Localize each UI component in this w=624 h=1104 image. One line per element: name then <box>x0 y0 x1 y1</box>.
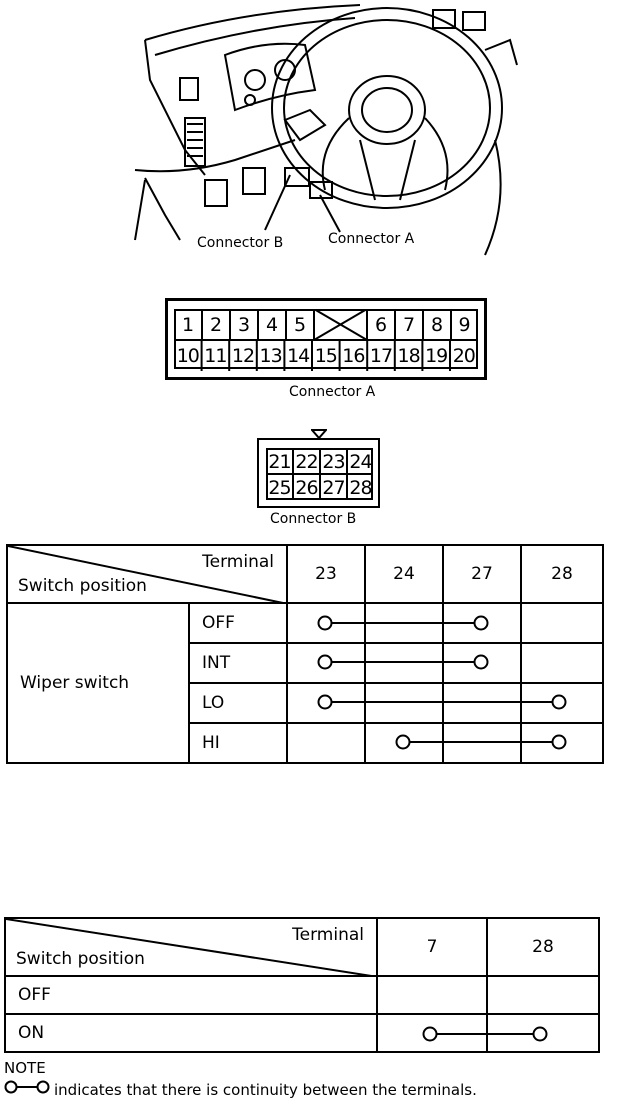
connector-a-caption: Connector A <box>289 384 376 400</box>
connector-a-pin: 2 <box>209 314 223 336</box>
connector-b-pin: 21 <box>268 451 291 473</box>
terminal-header: Terminal <box>202 552 274 572</box>
switch-position-label: OFF <box>189 603 287 643</box>
switch-position-label: LO <box>189 683 287 723</box>
terminal-header: Terminal <box>292 925 364 945</box>
connector-a-pin: 6 <box>374 314 388 336</box>
connector-a-pin: 1 <box>181 314 195 336</box>
connector-b-pin: 28 <box>349 477 372 499</box>
connector-a-pin: 16 <box>342 345 365 367</box>
connector-b-pin: 22 <box>295 451 318 473</box>
connector-a-pin: 11 <box>204 345 227 367</box>
connector-a-pin: 10 <box>176 345 199 367</box>
connector-a-pin: 4 <box>265 314 279 336</box>
terminal-column-header: 24 <box>365 545 443 603</box>
callout-connector-a: Connector A <box>328 231 415 247</box>
connector-b-pin: 23 <box>322 451 345 473</box>
terminal-column-header: 28 <box>487 918 599 976</box>
note-text: indicates that there is continuity between the terminals. <box>54 1081 477 1099</box>
connector-a-pin: 13 <box>259 345 282 367</box>
terminal-node <box>424 1028 437 1041</box>
switch-position-header: Switch position <box>16 949 145 969</box>
connector-a-pin: 17 <box>369 345 393 367</box>
terminal-column-header: 28 <box>521 545 603 603</box>
callout-connector-b: Connector B <box>197 235 284 251</box>
connector-a-pin: 19 <box>425 345 448 367</box>
switch-position-label: HI <box>189 723 287 763</box>
connector-a-pin: 12 <box>231 345 255 367</box>
connector-b-pin: 27 <box>322 477 345 499</box>
terminal-column-header: 23 <box>287 545 365 603</box>
switch-position-label: ON <box>5 1014 377 1052</box>
terminal-node <box>534 1028 547 1041</box>
connector-b-caption: Connector B <box>270 511 357 527</box>
connector-a-pin: 3 <box>237 314 251 336</box>
note-title: NOTE <box>4 1059 46 1077</box>
continuity-symbol-icon <box>4 1080 50 1094</box>
connector-a-pin: 15 <box>314 345 337 367</box>
connector-a-pin: 5 <box>293 314 307 336</box>
switch-position-header: Switch position <box>18 576 147 596</box>
connector-a-pin: 7 <box>402 314 416 336</box>
switch-position-label: OFF <box>5 976 377 1014</box>
connector-b-pin: 25 <box>268 477 291 499</box>
wiper-switch-group-label: Wiper switch <box>7 603 189 763</box>
connector-b-pin: 26 <box>295 477 318 499</box>
connector-a-pin: 20 <box>452 345 475 367</box>
switch-position-label: INT <box>189 643 287 683</box>
connector-b-pin: 24 <box>349 451 372 473</box>
connector-a-pin: 18 <box>397 345 420 367</box>
terminal-column-header: 7 <box>377 918 487 976</box>
connector-a-pin: 8 <box>430 314 444 336</box>
terminal-column-header: 27 <box>443 545 521 603</box>
connector-a-pin: 14 <box>287 345 310 367</box>
connector-a-pin: 9 <box>458 314 471 336</box>
